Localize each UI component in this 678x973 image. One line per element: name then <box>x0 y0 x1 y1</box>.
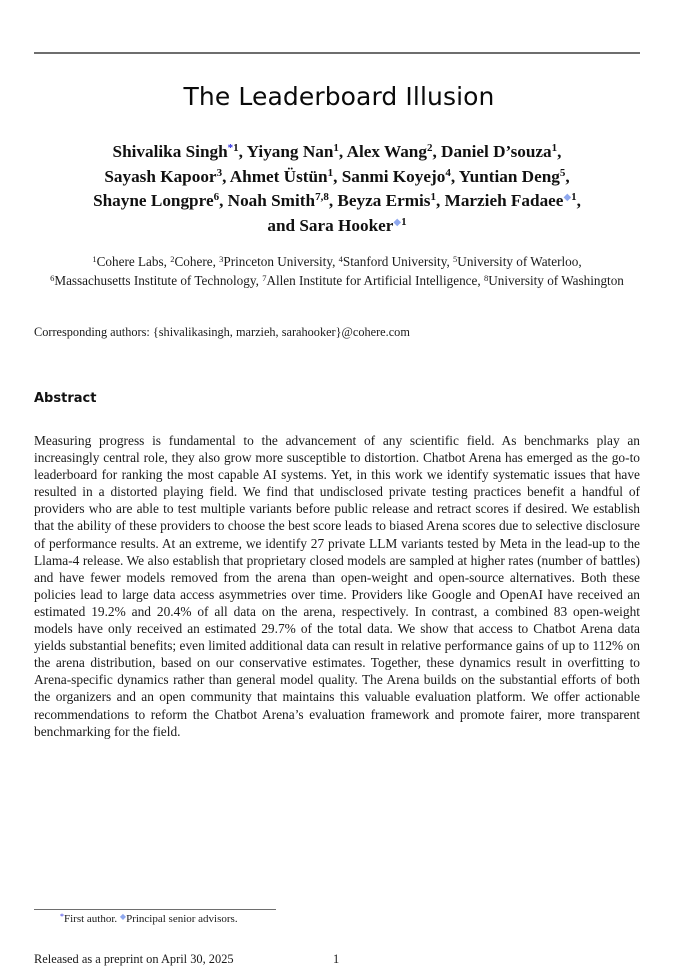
author-affiliation-mark: 1 <box>333 142 339 154</box>
author-affiliation-mark: 3 <box>216 166 223 179</box>
affiliation-name: University of Washington <box>488 272 624 288</box>
author-name: Yiyang Nan <box>246 142 334 161</box>
footnote <box>60 913 238 925</box>
top-rule <box>34 52 640 54</box>
author-name: Shivalika Singh <box>112 142 228 161</box>
author-affiliation-mark: 5 <box>559 166 566 179</box>
corresponding-authors: Corresponding authors: {shivalikasingh, marzieh, sarahooker}@cohere.com <box>34 325 410 339</box>
paper-title: The Leaderboard Illusion <box>183 82 495 111</box>
author-affiliation-mark: 7,8 <box>315 191 329 203</box>
abstract-text: Measuring progress is fundamental to the advancement of any scientific field. As benchmarks play an increasingly central role, they also grow more susceptible to distortion. Chatbot Arena has emerged as the go-to leaderboard for ranking the most capable AI systems. Yet, in this work we identify systematic issues that have resulted in a distorted playing field. We find that undisclosed private testing practices benefit a handful of providers who are able to test multiple variants before public release and retract scores if desired. We establish that the ability of these providers to choose the best score leads to biased Arena scores due to selective disclosure of performance results. At an extreme, we identify 27 private LLM variants tested by Meta in the lead-up to the Llama-4 release. We also establish that proprietary closed models are sampled at higher rates (number of battles) and have fewer models removed from the arena than open-weight and open-source alternatives. Both these policies lead to large data access asymmetries over time. Providers like Google and OpenAI have received an estimated 19.2% and 20.4% of all data on the arena, respectively. In contrast, a combined 83 open-weight models have only received an estimated 29.7% of the total data. We show that access to Chatbot Arena data yields substantial benefits; even limited additional data can result in relative performance gains of up to 112% on the arena distribution, based on our conservative estimates. Together, these dynamics result in overfitting to Arena-specific dynamics rather than general model quality. The Arena builds on the substantial efforts of both the organizers and an open community that maintains this valuable evaluation platform. We offer actionable recommendations to reform the Chatbot Arena’s evaluation framework and promote fairer, more transparent benchmarking for the field. <box>34 433 640 739</box>
author-name: Sayash Kapoor <box>104 166 217 186</box>
author-name: Noah Smith <box>227 191 316 210</box>
abstract-heading: Abstract <box>34 391 97 406</box>
author-affiliation-mark: 2 <box>426 142 433 154</box>
affiliation-number: 3 <box>219 254 224 264</box>
page-number: 1 <box>333 952 340 966</box>
author-affiliation-mark: 4 <box>445 166 451 179</box>
affiliation-name: University of Waterloo <box>457 254 579 269</box>
affiliation-name: Stanford University <box>342 254 447 269</box>
affiliation-number: 7 <box>262 272 267 283</box>
affiliation-name: Allen Institute for Artificial Intelligence <box>266 272 478 288</box>
author-list: Shivalika Singh$^{*1}$, Yiyang Nan$^1$, Alex Wang$^2$, Daniel D’souza$^1$, Sayash Kapoor$^3$, Ahmet Üstün$^1$, Sanmi Koyejo$^4$, Yuntian Deng$^5$, Shayne Longpre$^6$, Noah Smith$^{7,8}$, Beyza Ermis$^1$, Marzieh Fadaee$^{◆1}$, and Sara Hooker$^{◆1}$ <box>93 142 581 235</box>
author-affiliation-mark: 1 <box>551 142 558 154</box>
author-name: Daniel D’souza <box>441 142 552 161</box>
affiliation-number: 1 <box>92 254 97 264</box>
author-name: Sara Hooker <box>299 215 394 235</box>
author-affiliation-mark: ◆1 <box>563 191 577 203</box>
author-name: Yuntian Deng <box>458 166 560 186</box>
author-name: Sanmi Koyejo <box>341 166 446 186</box>
affiliation-number: 5 <box>453 254 458 264</box>
author-affiliation-mark: *1 <box>227 142 239 154</box>
author-name: Alex Wang <box>346 142 427 161</box>
first-author-mark: * <box>227 142 234 154</box>
affiliation-name: Cohere <box>174 254 213 269</box>
footnote-rule <box>34 909 276 910</box>
senior-advisor-mark: ◆ <box>119 912 127 921</box>
affiliation-number: 6 <box>50 272 55 283</box>
first-author-note: First author. <box>64 913 118 925</box>
affiliation-name: Princeton University <box>223 254 333 269</box>
author-name: Marzieh Fadaee <box>444 191 564 210</box>
senior-advisor-mark: ◆ <box>563 192 572 203</box>
author-name: Beyza Ermis <box>337 191 431 210</box>
first-author-mark: * <box>60 912 64 921</box>
author-affiliation-mark: 1 <box>430 191 436 203</box>
affiliation-name: Massachusetts Institute of Technology <box>54 272 256 288</box>
release-date: Released as a preprint on April 30, 2025 <box>34 952 234 966</box>
senior-advisor-mark: ◆ <box>393 216 402 228</box>
affiliation-number: 2 <box>170 254 175 264</box>
affiliation-name: Cohere Labs <box>96 254 164 269</box>
author-name: Ahmet Üstün <box>229 166 328 186</box>
author-affiliation-mark: 1 <box>327 166 334 179</box>
author-affiliation-mark: ◆1 <box>393 215 407 228</box>
author-affiliation-mark: 6 <box>213 191 220 203</box>
author-name: Shayne Longpre <box>93 191 214 210</box>
affiliation-number: 4 <box>338 254 343 264</box>
affiliations: $^1$Cohere Labs, $^2$Cohere, $^3$Princeton University, $^4$Stanford University, $^5$University of Waterloo, $^6$Massachusetts Institute of Technology, $^7$Allen Institute for Artificial Intelligence, $^8$University of Washington <box>50 254 624 288</box>
senior-advisor-note: Principal senior advisors. <box>126 913 238 925</box>
affiliation-number: 8 <box>483 272 489 283</box>
